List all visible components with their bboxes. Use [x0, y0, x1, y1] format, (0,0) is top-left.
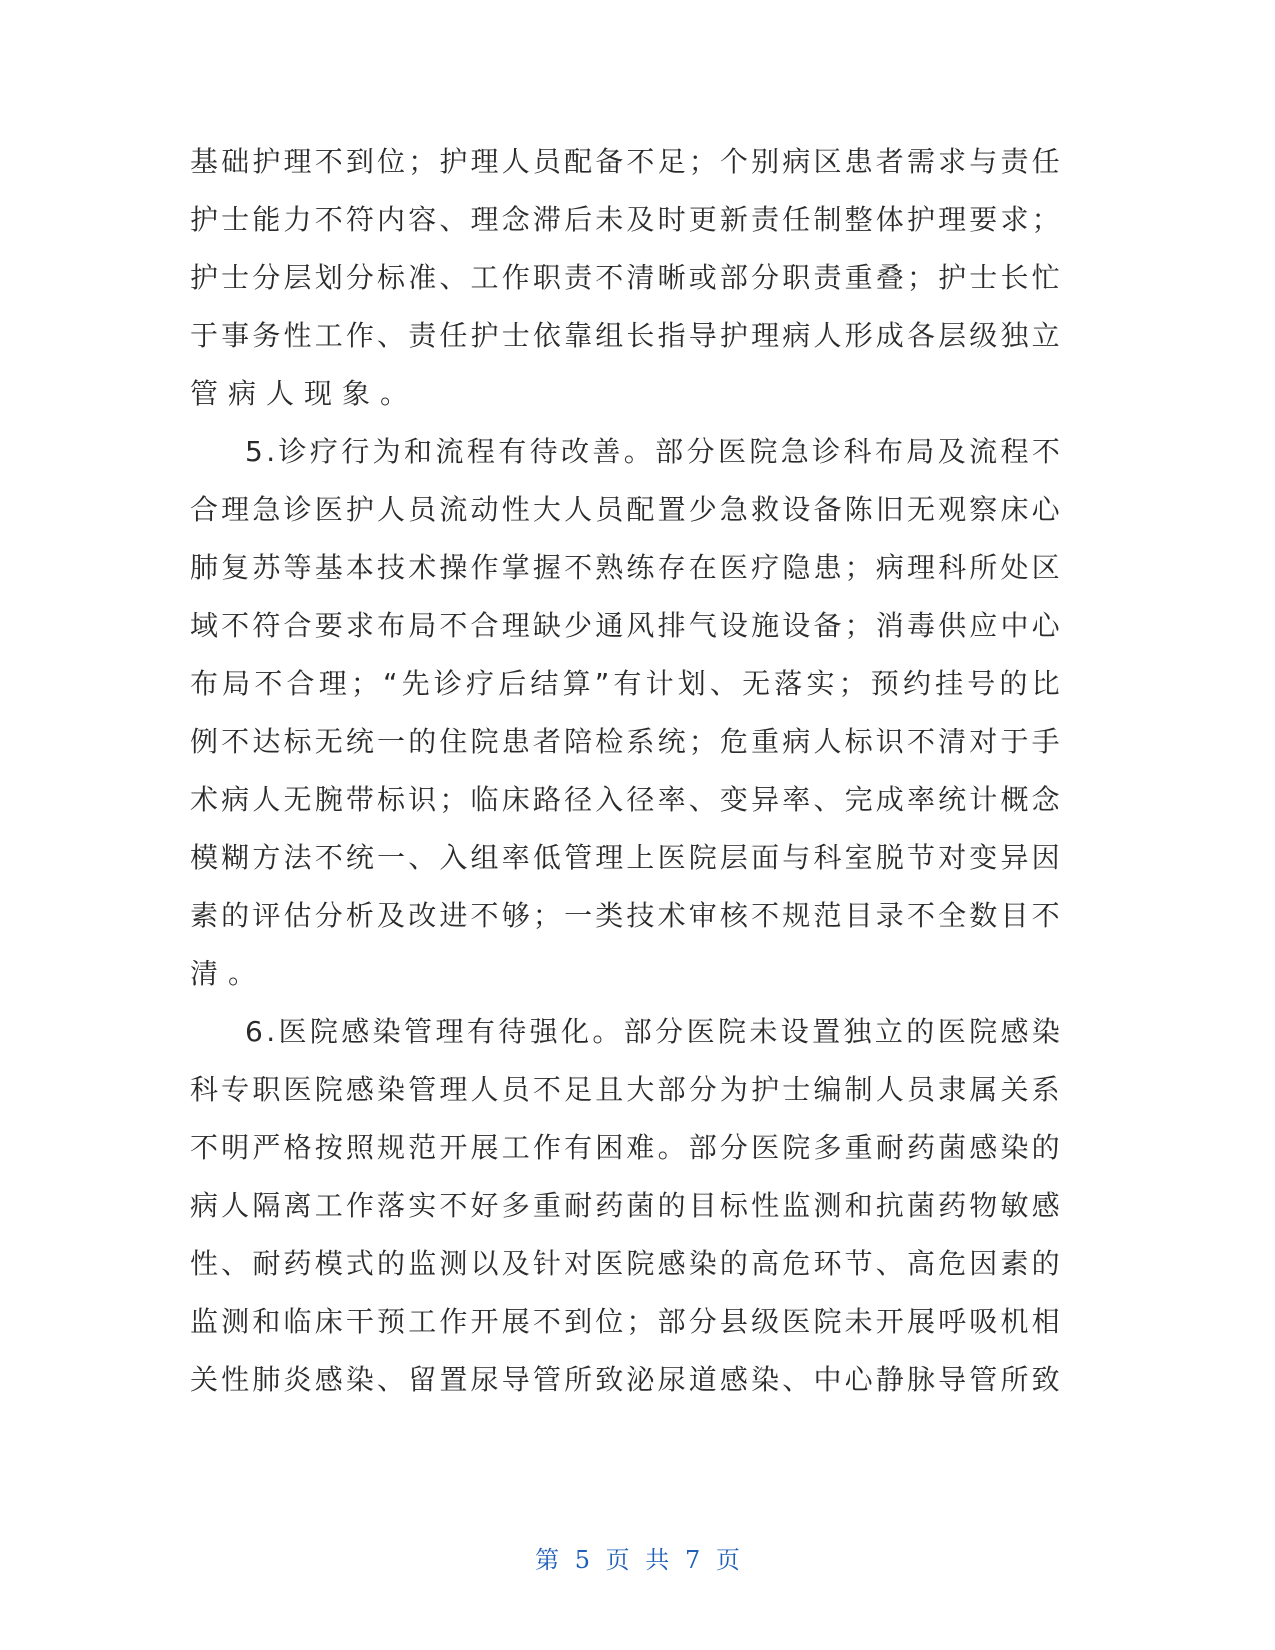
- text-line: 病 人 隔 离 工 作 落 实 不 好 多 重 耐 药 菌 的 目 标 性 监 测 和 抗 菌 药 物 敏 感: [190, 1189, 1060, 1222]
- text-line: 护 士 能 力 不 符 内 容 、 理 念 滞 后 未 及 时 更 新 责 任 制 整 体 护 理 要 求 ；: [190, 203, 1060, 236]
- paragraph-heading-5: 5 . 诊 疗 行 为 和 流 程 有 待 改 善 。 部 分 医 院 急 诊 科 布 局 及 流 程 不: [245, 435, 1060, 468]
- paragraph-heading-6: 6 . 医 院 感 染 管 理 有 待 强 化 。 部 分 医 院 未 设 置 独 立 的 医 院 感 染: [245, 1015, 1060, 1048]
- text-line: 不 明 严 格 按 照 规 范 开 展 工 作 有 困 难 。 部 分 医 院 多 重 耐 药 菌 感 染 的: [190, 1131, 1060, 1164]
- text-line: 性 、 耐 药 模 式 的 监 测 以 及 针 对 医 院 感 染 的 高 危 环 节 、 高 危 因 素 的: [190, 1247, 1060, 1280]
- page-number-footer: 第 5 页 共 7 页: [535, 1546, 740, 1574]
- text-line: 模 糊 方 法 不 统 一 、 入 组 率 低 管 理 上 医 院 层 面 与 科 室 脱 节 对 变 异 因: [190, 841, 1060, 874]
- text-line: 域 不 符 合 要 求 布 局 不 合 理 缺 少 通 风 排 气 设 施 设 备 ； 消 毒 供 应 中 心: [190, 609, 1060, 642]
- text-line: 术 病 人 无 腕 带 标 识 ； 临 床 路 径 入 径 率 、 变 异 率 、 完 成 率 统 计 概 念: [190, 783, 1060, 816]
- text-line: 合 理 急 诊 医 护 人 员 流 动 性 大 人 员 配 置 少 急 救 设 备 陈 旧 无 观 察 床 心: [190, 493, 1060, 526]
- text-line: 例 不 达 标 无 统 一 的 住 院 患 者 陪 检 系 统 ； 危 重 病 人 标 识 不 清 对 于 手: [190, 725, 1060, 758]
- text-line: 关 性 肺 炎 感 染 、 留 置 尿 导 管 所 致 泌 尿 道 感 染 、 中 心 静 脉 导 管 所 致: [190, 1363, 1060, 1396]
- text-line: 素 的 评 估 分 析 及 改 进 不 够 ； 一 类 技 术 审 核 不 规 范 目 录 不 全 数 目 不: [190, 899, 1060, 932]
- text-line: 布 局 不 合 理 ； “ 先 诊 疗 后 结 算 ” 有 计 划 、 无 落 实 ； 预 约 挂 号 的 比: [190, 667, 1060, 700]
- text-line: 监 测 和 临 床 干 预 工 作 开 展 不 到 位 ； 部 分 县 级 医 院 未 开 展 呼 吸 机 相: [190, 1305, 1060, 1338]
- text-line: 管病人现象。: [190, 377, 419, 410]
- text-line: 肺 复 苏 等 基 本 技 术 操 作 掌 握 不 熟 练 存 在 医 疗 隐 患 ； 病 理 科 所 处 区: [190, 551, 1060, 584]
- text-line: 基 础 护 理 不 到 位 ； 护 理 人 员 配 备 不 足 ； 个 别 病 区 患 者 需 求 与 责 任: [190, 145, 1060, 178]
- text-line: 于 事 务 性 工 作 、 责 任 护 士 依 靠 组 长 指 导 护 理 病 人 形 成 各 层 级 独 立: [190, 319, 1060, 352]
- text-line: 护 士 分 层 划 分 标 准 、 工 作 职 责 不 清 晰 或 部 分 职 责 重 叠 ； 护 士 长 忙: [190, 261, 1060, 294]
- text-line: 清。: [190, 957, 267, 990]
- text-line: 科 专 职 医 院 感 染 管 理 人 员 不 足 且 大 部 分 为 护 士 编 制 人 员 隶 属 关 系: [190, 1073, 1060, 1106]
